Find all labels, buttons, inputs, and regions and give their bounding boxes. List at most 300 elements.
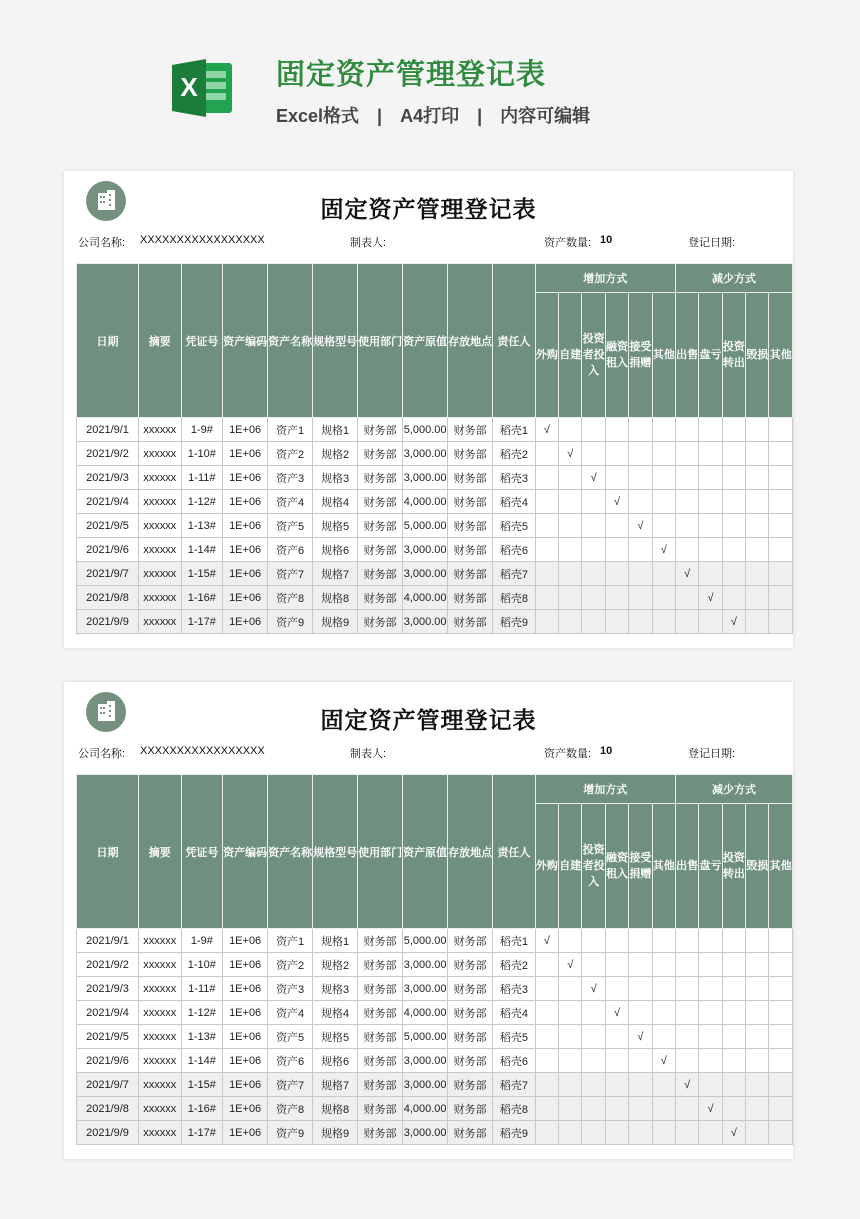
method-cell [582,490,605,514]
cell-date: 2021/9/6 [77,1049,139,1073]
cell-name: 资产9 [268,610,313,634]
header-method: 投资者投入 [582,804,605,929]
method-cell [769,953,793,977]
cell-summary: xxxxxx [139,977,182,1001]
cell-name: 资产1 [268,418,313,442]
method-cell [746,610,769,634]
method-cell [629,1097,652,1121]
method-cell [746,1025,769,1049]
cell-dept: 财务部 [358,1097,403,1121]
cell-code: 1E+06 [223,418,268,442]
header-method: 毁损 [746,804,769,929]
cell-code: 1E+06 [223,1025,268,1049]
cell-voucher: 1-14# [181,1049,223,1073]
table-row [77,586,793,610]
cell-name: 资产2 [268,442,313,466]
cell-name: 资产2 [268,953,313,977]
method-cell [652,1073,675,1097]
method-cell [582,586,605,610]
cell-spec: 规格6 [313,1049,358,1073]
method-cell [722,562,745,586]
method-cell [675,1001,698,1025]
method-cell [675,1097,698,1121]
method-cell [769,929,793,953]
cell-date: 2021/9/4 [77,490,139,514]
cell-location: 财务部 [448,418,493,442]
cell-dept: 财务部 [358,418,403,442]
company-value: XXXXXXXXXXXXXXXXX [140,745,265,757]
method-cell [535,1097,558,1121]
method-cell [675,490,698,514]
method-cell [746,1121,769,1145]
cell-voucher: 1-9# [181,929,223,953]
method-cell [582,1073,605,1097]
header-dept: 使用部门 [358,264,403,418]
method-cell [769,1097,793,1121]
excel-icon [170,57,234,119]
method-cell [722,1001,745,1025]
method-cell [582,442,605,466]
cell-spec: 规格9 [313,1121,358,1145]
header-method: 其他 [652,293,675,418]
method-cell [769,466,793,490]
method-cell [675,610,698,634]
method-cell [652,562,675,586]
banner [0,0,860,160]
banner-subtitle [276,102,590,128]
cell-name: 资产6 [268,538,313,562]
cell-summary: xxxxxx [139,953,182,977]
method-cell [699,953,722,977]
method-cell [535,610,558,634]
header-asset-name: 资产名称 [268,775,313,929]
cell-location: 财务部 [448,1097,493,1121]
method-cell [652,1025,675,1049]
header-method: 外购 [535,804,558,929]
cell-name: 资产8 [268,586,313,610]
cell-owner: 稻壳4 [493,490,536,514]
method-cell [769,977,793,1001]
cell-location: 财务部 [448,490,493,514]
cell-voucher: 1-15# [181,562,223,586]
method-cell [559,538,582,562]
cell-value: 5,000.00 [403,514,448,538]
svg-text:X: X [180,72,198,102]
method-cell [652,610,675,634]
method-cell [722,538,745,562]
cell-summary: xxxxxx [139,562,182,586]
company-value: XXXXXXXXXXXXXXXXX [140,234,265,246]
cell-date: 2021/9/7 [77,1073,139,1097]
header-dept: 使用部门 [358,775,403,929]
cell-value: 5,000.00 [403,929,448,953]
table-row [77,1049,793,1073]
method-cell [746,1097,769,1121]
cell-dept: 财务部 [358,1025,403,1049]
date-label: 登记日期: [688,748,736,760]
method-cell [535,1049,558,1073]
check-mark: √ [652,538,675,562]
method-cell [605,1025,628,1049]
cell-code: 1E+06 [223,562,268,586]
method-cell [769,490,793,514]
cell-summary: xxxxxx [139,586,182,610]
cell-dept: 财务部 [358,610,403,634]
cell-value: 3,000.00 [403,977,448,1001]
method-cell [675,1121,698,1145]
method-cell [722,1025,745,1049]
method-cell [535,466,558,490]
cell-date: 2021/9/9 [77,1121,139,1145]
method-cell [675,929,698,953]
method-cell [722,442,745,466]
method-cell [769,442,793,466]
check-mark: √ [629,514,652,538]
method-cell [699,490,722,514]
method-cell [629,538,652,562]
method-cell [675,586,698,610]
method-cell [559,1073,582,1097]
cell-spec: 规格6 [313,538,358,562]
date-label: 登记日期: [688,237,736,249]
check-mark: √ [699,1097,722,1121]
method-cell [559,1121,582,1145]
cell-value: 4,000.00 [403,1097,448,1121]
cell-code: 1E+06 [223,1121,268,1145]
method-cell [535,562,558,586]
maker-label: 制表人: [350,748,387,760]
method-cell [559,929,582,953]
method-cell [652,586,675,610]
header-method: 出售 [675,804,698,929]
method-cell [746,442,769,466]
cell-date: 2021/9/9 [77,610,139,634]
cell-dept: 财务部 [358,586,403,610]
method-cell [722,1097,745,1121]
cell-owner: 稻壳9 [493,610,536,634]
cell-date: 2021/9/2 [77,442,139,466]
cell-name: 资产3 [268,466,313,490]
method-cell [605,977,628,1001]
cell-date: 2021/9/5 [77,1025,139,1049]
method-cell [699,1121,722,1145]
table-row [77,562,793,586]
cell-dept: 财务部 [358,538,403,562]
method-cell [535,953,558,977]
cell-summary: xxxxxx [139,466,182,490]
header-method: 其他 [769,804,793,929]
method-cell [652,953,675,977]
method-cell [582,953,605,977]
check-mark: √ [535,418,558,442]
cell-code: 1E+06 [223,442,268,466]
table-row [77,1121,793,1145]
cell-code: 1E+06 [223,953,268,977]
method-cell [769,610,793,634]
method-cell [535,514,558,538]
method-cell [746,1049,769,1073]
count-value: 10 [600,234,613,246]
cell-date: 2021/9/1 [77,418,139,442]
method-cell [769,1073,793,1097]
cell-code: 1E+06 [223,466,268,490]
method-cell [535,1025,558,1049]
method-cell [652,977,675,1001]
method-cell [605,953,628,977]
separator: | [377,106,383,126]
method-cell [746,490,769,514]
table-row [77,977,793,1001]
cell-name: 资产7 [268,562,313,586]
cell-owner: 稻壳6 [493,538,536,562]
cell-owner: 稻壳7 [493,562,536,586]
cell-value: 4,000.00 [403,1001,448,1025]
cell-spec: 规格1 [313,418,358,442]
check-mark: √ [699,586,722,610]
cell-spec: 规格2 [313,953,358,977]
method-cell [582,1121,605,1145]
method-cell [722,1049,745,1073]
cell-spec: 规格7 [313,1073,358,1097]
method-cell [629,442,652,466]
separator: | [477,106,483,126]
check-mark: √ [675,562,698,586]
method-cell [535,1001,558,1025]
table-row [77,1001,793,1025]
method-cell [559,514,582,538]
cell-spec: 规格7 [313,562,358,586]
check-mark: √ [605,1001,628,1025]
cell-name: 资产4 [268,1001,313,1025]
method-cell [605,442,628,466]
cell-owner: 稻壳1 [493,929,536,953]
cell-dept: 财务部 [358,490,403,514]
cell-name: 资产8 [268,1097,313,1121]
cell-voucher: 1-12# [181,490,223,514]
cell-location: 财务部 [448,953,493,977]
cell-owner: 稻壳8 [493,1097,536,1121]
print-label: A4打印 [400,106,460,126]
method-cell [746,562,769,586]
method-cell [629,1121,652,1145]
method-cell [675,1049,698,1073]
header-method: 其他 [652,804,675,929]
cell-dept: 财务部 [358,442,403,466]
method-cell [605,1073,628,1097]
cell-location: 财务部 [448,1121,493,1145]
edit-label: 内容可编辑 [500,106,591,126]
cell-spec: 规格1 [313,929,358,953]
method-cell [582,929,605,953]
method-cell [769,418,793,442]
method-cell [675,466,698,490]
cell-code: 1E+06 [223,1001,268,1025]
method-cell [652,418,675,442]
method-cell [605,1049,628,1073]
cell-value: 4,000.00 [403,586,448,610]
method-cell [535,586,558,610]
method-cell [605,586,628,610]
cell-location: 财务部 [448,1025,493,1049]
cell-dept: 财务部 [358,1073,403,1097]
cell-location: 财务部 [448,929,493,953]
method-cell [746,953,769,977]
cell-location: 财务部 [448,538,493,562]
method-cell [722,929,745,953]
header-orig-value: 资产原值 [403,264,448,418]
method-cell [699,466,722,490]
cell-name: 资产3 [268,977,313,1001]
method-cell [582,610,605,634]
header-summary: 摘要 [139,264,182,418]
sheet-preview-2 [64,682,793,1159]
cell-code: 1E+06 [223,977,268,1001]
method-cell [629,1049,652,1073]
method-cell [559,1025,582,1049]
table-row [77,1097,793,1121]
method-cell [629,977,652,1001]
cell-owner: 稻壳7 [493,1073,536,1097]
table-row [77,442,793,466]
method-cell [629,466,652,490]
table-row [77,538,793,562]
header-location: 存放地点 [448,775,493,929]
check-mark: √ [559,953,582,977]
cell-dept: 财务部 [358,977,403,1001]
header-asset-code: 资产编码 [223,775,268,929]
header-method: 接受捐赠 [629,293,652,418]
header-method: 自建 [559,293,582,418]
maker-label: 制表人: [350,237,387,249]
method-cell [722,977,745,1001]
cell-dept: 财务部 [358,1049,403,1073]
method-cell [699,538,722,562]
cell-owner: 稻壳3 [493,466,536,490]
cell-location: 财务部 [448,562,493,586]
cell-summary: xxxxxx [139,1025,182,1049]
cell-summary: xxxxxx [139,418,182,442]
method-cell [722,514,745,538]
header-decrease: 减少方式 [675,264,792,293]
method-cell [699,1073,722,1097]
cell-value: 3,000.00 [403,562,448,586]
cell-spec: 规格9 [313,610,358,634]
cell-value: 3,000.00 [403,1073,448,1097]
cell-code: 1E+06 [223,514,268,538]
header-method: 接受捐赠 [629,804,652,929]
cell-voucher: 1-10# [181,442,223,466]
method-cell [652,1121,675,1145]
cell-owner: 稻壳2 [493,442,536,466]
cell-summary: xxxxxx [139,1049,182,1073]
method-cell [675,1025,698,1049]
method-cell [582,1001,605,1025]
method-cell [769,1001,793,1025]
method-cell [699,562,722,586]
cell-owner: 稻壳3 [493,977,536,1001]
header-method: 毁损 [746,293,769,418]
method-cell [582,514,605,538]
table-row [77,514,793,538]
cell-voucher: 1-13# [181,514,223,538]
method-cell [652,466,675,490]
check-mark: √ [535,929,558,953]
header-owner: 责任人 [493,264,536,418]
method-cell [746,929,769,953]
header-voucher: 凭证号 [181,775,223,929]
cell-code: 1E+06 [223,1097,268,1121]
cell-voucher: 1-16# [181,586,223,610]
cell-voucher: 1-10# [181,953,223,977]
cell-value: 3,000.00 [403,1049,448,1073]
check-mark: √ [652,1049,675,1073]
cell-summary: xxxxxx [139,538,182,562]
check-mark: √ [559,442,582,466]
method-cell [746,418,769,442]
cell-location: 财务部 [448,514,493,538]
method-cell [629,418,652,442]
method-cell [675,538,698,562]
cell-value: 3,000.00 [403,953,448,977]
check-mark: √ [675,1073,698,1097]
header-date: 日期 [77,775,139,929]
header-increase: 增加方式 [535,775,675,804]
table-row [77,418,793,442]
method-cell [699,442,722,466]
cell-name: 资产9 [268,1121,313,1145]
method-cell [675,977,698,1001]
sheet-title: 固定资产管理登记表 [320,707,537,733]
method-cell [582,418,605,442]
method-cell [559,610,582,634]
header-owner: 责任人 [493,775,536,929]
cell-value: 3,000.00 [403,1121,448,1145]
method-cell [535,1121,558,1145]
cell-spec: 规格2 [313,442,358,466]
cell-dept: 财务部 [358,562,403,586]
cell-summary: xxxxxx [139,1001,182,1025]
method-cell [746,466,769,490]
method-cell [769,1025,793,1049]
cell-date: 2021/9/3 [77,466,139,490]
cell-owner: 稻壳8 [493,586,536,610]
check-mark: √ [582,977,605,1001]
sheet-title: 固定资产管理登记表 [320,196,537,222]
cell-location: 财务部 [448,586,493,610]
header-method: 投资转出 [722,804,745,929]
method-cell [559,562,582,586]
cell-voucher: 1-14# [181,538,223,562]
cell-date: 2021/9/8 [77,586,139,610]
method-cell [652,1097,675,1121]
table-row [77,1073,793,1097]
cell-summary: xxxxxx [139,442,182,466]
cell-date: 2021/9/2 [77,953,139,977]
cell-voucher: 1-9# [181,418,223,442]
header-summary: 摘要 [139,775,182,929]
cell-code: 1E+06 [223,538,268,562]
method-cell [629,562,652,586]
method-cell [746,586,769,610]
method-cell [699,977,722,1001]
banner-title: 固定资产管理登记表 [276,59,547,91]
header-method: 外购 [535,293,558,418]
method-cell [675,953,698,977]
method-cell [605,1097,628,1121]
method-cell [769,562,793,586]
cell-location: 财务部 [448,1001,493,1025]
method-cell [722,418,745,442]
